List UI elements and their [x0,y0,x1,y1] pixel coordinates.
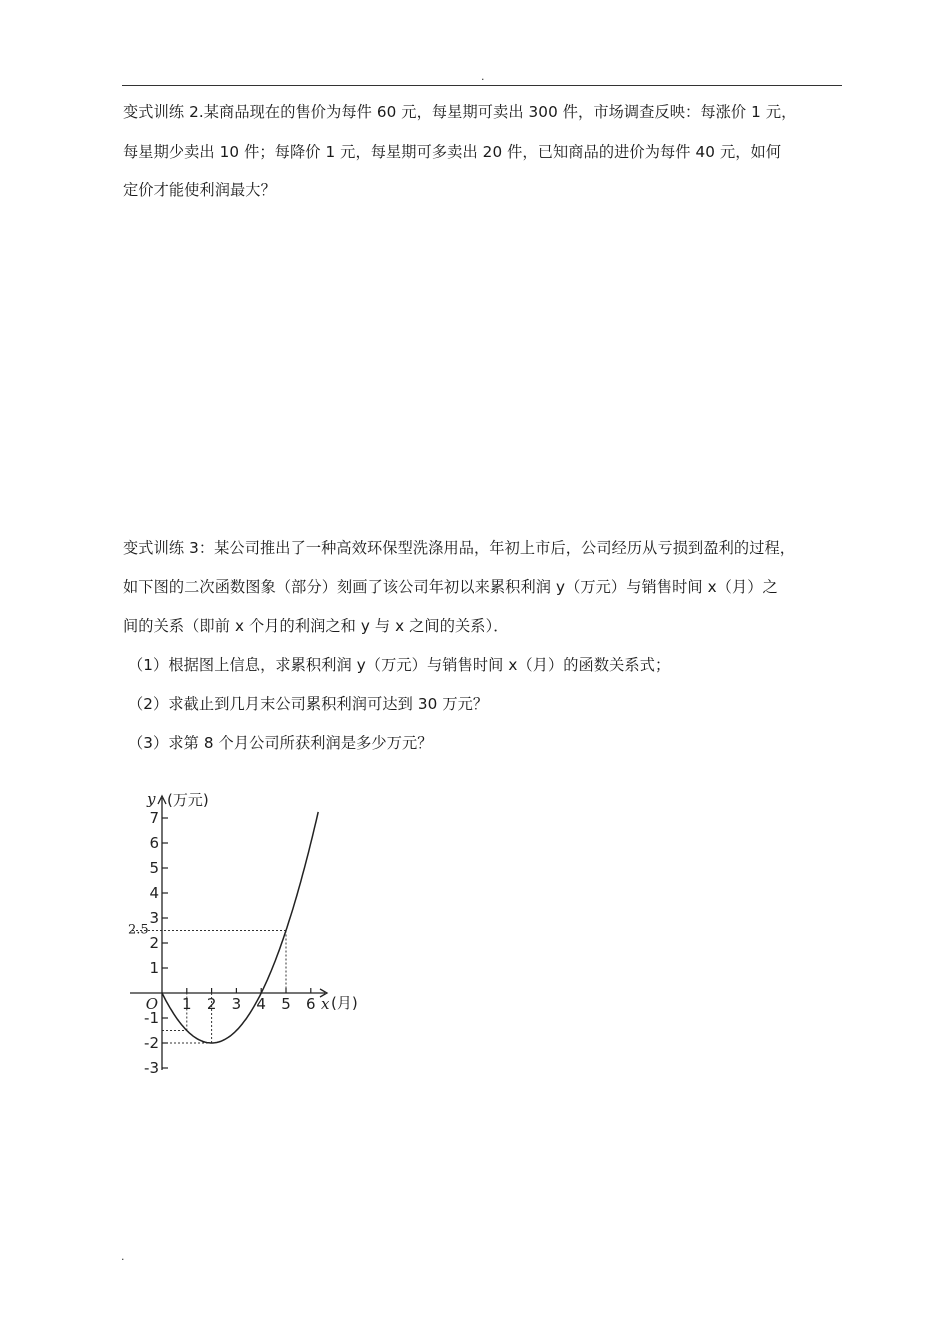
question-3: （3）求第 8 个月公司所获利润是多少万元？ [128,734,433,752]
header-rule [122,85,842,86]
problem2-line-3: 定价才能使利润最大？ [123,181,276,199]
x-tick-label: 3 [231,995,242,1013]
footer-dot: . [121,1250,125,1263]
x-tick-label: 6 [306,995,316,1013]
axes [130,796,327,1070]
problem2-line-2: 每星期少卖出 10 件；每降价 1 元，每星期可多卖出 20 件，已知商品的进价为每件 40 元，如何 [123,143,782,161]
x-tick-label: 4 [256,995,266,1013]
y-axis-unit: (万元) [167,791,209,809]
y-tick-label: 5 [149,859,159,877]
x-tick-label: 5 [281,995,291,1013]
y-tick-label: 6 [149,834,159,852]
guide-y-label: 2.5 [128,922,149,938]
x-tick-label: 1 [182,995,192,1013]
x-axis-unit: (月) [331,994,358,1012]
problem2-line-1: 变式训练 2.某商品现在的售价为每件 60 元，每星期可卖出 300 件，市场调查反映：每涨价 1 元， [123,103,797,121]
y-tick-label: 3 [149,909,159,927]
y-axis-var: y [147,790,156,808]
question-2: （2）求截止到几月末公司累积利润可达到 30 万元？ [128,695,489,713]
origin-label: O [145,995,158,1013]
x-tick-label: 2 [206,995,217,1013]
problem3-line-2: 如下图的二次函数图象（部分）刻画了该公司年初以来累积利润 y（万元）与销售时间 x（月）之 [123,578,778,596]
question-1: （1）根据图上信息，求累积利润 y（万元）与销售时间 x（月）的函数关系式； [128,656,671,674]
y-tick-label: -3 [144,1059,159,1077]
x-axis-var: x [321,995,330,1013]
problem3-line-1: 变式训练 3：某公司推出了一种高效环保型洗涤用品，年初上市后，公司经历从亏损到盈利的过程， [123,539,796,557]
y-tick-label: -2 [144,1034,159,1052]
problem3-line-3: 间的关系（即前 x 个月的利润之和 y 与 x 之间的关系）． [123,617,509,635]
y-tick-label: 2 [149,934,159,952]
y-tick-label: 1 [149,959,159,977]
y-tick-label: 7 [149,809,159,827]
parabola-graph [120,780,380,1080]
header-dot: . [481,70,485,83]
y-tick-label: -1 [144,1009,159,1027]
y-tick-label: 4 [149,884,159,902]
